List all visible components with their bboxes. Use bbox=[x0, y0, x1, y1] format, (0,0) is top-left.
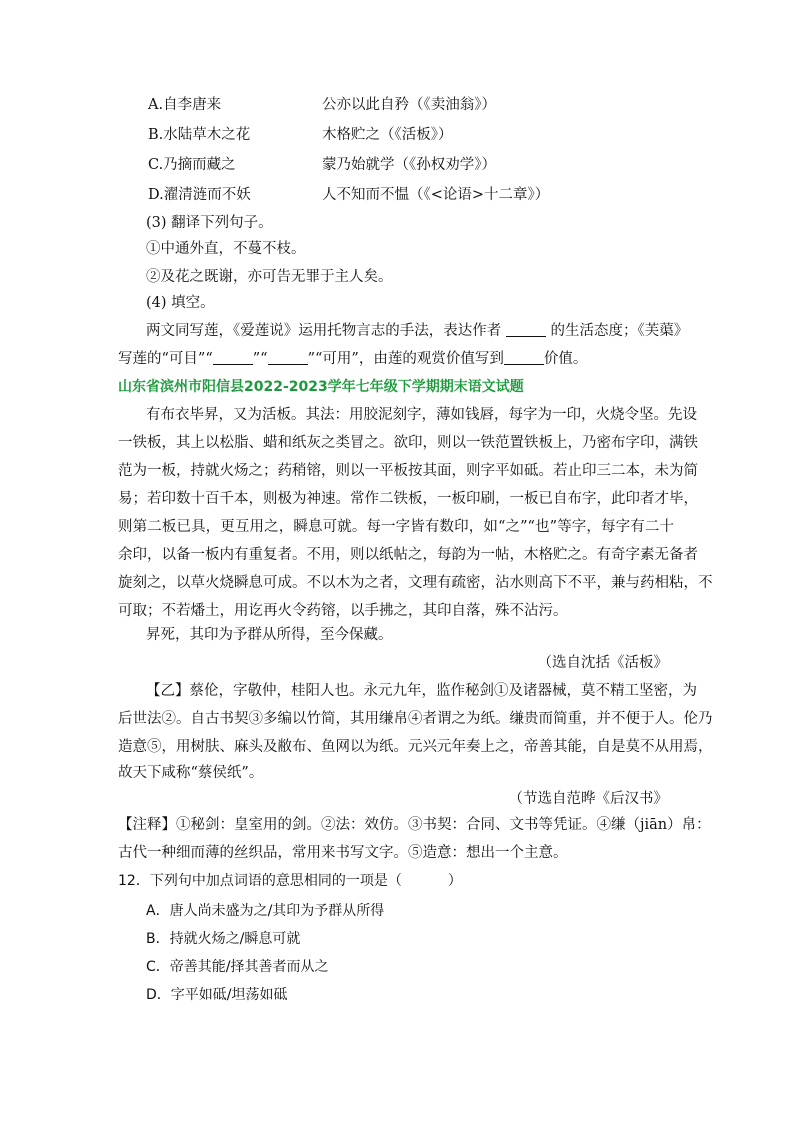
blank-4[interactable] bbox=[504, 349, 544, 365]
passage-jia-line-4: 易；若印数十百千本，则极为神速。常作二铁板，一板印刷，一板已自布字，此印者才毕， bbox=[118, 491, 698, 507]
passage-jia-line-8: 可取；不若燔土，用讫再火令药镕，以手拂之，其印自落，殊不沾污。 bbox=[118, 603, 568, 619]
q12-stem-close: ） bbox=[447, 873, 462, 889]
option-c-left: C.乃摘而藏之 bbox=[148, 157, 236, 173]
source-jia: （选自沈括《活板》 bbox=[537, 655, 668, 671]
passage-yi-line-4: 故天下咸称“蔡侯纸”。 bbox=[118, 765, 264, 781]
q3-heading: (3) 翻译下列句子。 bbox=[146, 215, 273, 231]
source-yi: （节选自范晔《后汉书》 bbox=[508, 791, 668, 807]
option-b-right: 木格贮之（《活板》） bbox=[322, 127, 453, 143]
passage-yi-line-3: 造意⑤，用树肤、麻头及敝布、鱼网以为纸。元兴元年奏上之，帝善其能，自是莫不从用焉， bbox=[118, 739, 713, 755]
passage-yi-line-2: 后世法②。自古书契③多编以竹简，其用缣帛④者谓之为纸。缣贵而简重，并不便于人。伦乃 bbox=[118, 711, 713, 727]
q4-line2-text-b: ”“ bbox=[252, 351, 268, 367]
q12-option-b[interactable]: B．持就火炀之/瞬息可就 bbox=[146, 931, 301, 947]
passage-jia-line-3: 范为一板，持就火炀之；药稍镕，则以一平板按其面，则字平如砥。若止印三二本，未为简 bbox=[118, 463, 698, 479]
passage-yi-line-1: 【乙】蔡伦，字敬仲，桂阳人也。永元九年，监作秘剑①及诸器械，莫不精工坚密，为 bbox=[146, 683, 697, 699]
passage-jia-line-2: 一铁板，其上以松脂、蜡和纸灰之类冒之。欲印，则以一铁范置铁板上，乃密布字印，满铁 bbox=[118, 435, 698, 451]
passage-jia-end: 昇死，其印为予群从所得，至今保藏。 bbox=[146, 627, 393, 643]
option-c-right: 蒙乃始就学（《孙权劝学》） bbox=[322, 157, 496, 173]
q4-heading: (4) 填空。 bbox=[146, 295, 215, 311]
q12-option-c[interactable]: C．帝善其能/择其善者而从之 bbox=[146, 959, 329, 975]
q12-stem bbox=[118, 870, 462, 892]
q4-line2-text-a: 写莲的“可目”“ bbox=[118, 351, 213, 367]
option-a-right: 公亦以此自矜（《卖油翁》） bbox=[322, 97, 496, 113]
passage-jia-line-6: 余印，以备一板内有重复者。不用，则以纸帖之，每韵为一帖，木格贮之。有奇字素无备者 bbox=[118, 547, 698, 563]
passage-jia-line-7: 旋刻之，以草火烧瞬息可成。不以木为之者，文理有疏密，沾水则高下不平，兼与药相粘，不 bbox=[118, 575, 713, 591]
passage-jia-line-1: 有布衣毕昇，又为活板。其法：用胶泥刻字，薄如钱唇，每字为一印，火烧令坚。先设 bbox=[146, 407, 697, 423]
exam-title: 山东省滨州市阳信县2022-2023学年七年级下学期期末语文试题 bbox=[118, 379, 524, 395]
passage-jia-line-5: 则第二板已具，更互用之，瞬息可就。每一字皆有数印，如“之”“也”等字，每字有二十 bbox=[118, 519, 674, 535]
q4-line1-text-b: 的生活态度；《芙蕖》 bbox=[550, 323, 689, 339]
q3-sentence-2: ②及花之既谢，亦可告无罪于主人矣。 bbox=[146, 269, 393, 285]
q4-line-2 bbox=[118, 348, 587, 370]
q12-option-d[interactable]: D．字平如砥/坦荡如砥 bbox=[146, 987, 288, 1003]
q12-stem-text: 12．下列句中加点词语的意思相同的一项是（ bbox=[118, 873, 402, 889]
option-b-left: B.水陆草木之花 bbox=[148, 127, 251, 143]
option-d-left: D.濯清涟而不妖 bbox=[148, 187, 251, 203]
blank-2[interactable] bbox=[213, 349, 253, 365]
notes-line-1: 【注释】①秘剑：皇室用的剑。②法：效仿。③书契：合同、文书等凭证。④缣（jiān）帛： bbox=[118, 817, 711, 833]
blank-3[interactable] bbox=[268, 349, 308, 365]
blank-1[interactable] bbox=[506, 321, 546, 337]
q4-line2-text-d: 价值。 bbox=[543, 351, 588, 367]
q3-sentence-1: ①中通外直，不蔓不枝。 bbox=[146, 241, 306, 257]
q12-option-a[interactable]: A．唐人尚未盛为之/其印为予群从所得 bbox=[146, 903, 385, 919]
q4-line-1 bbox=[146, 320, 688, 342]
q4-line1-text-a: 两文同写莲，《爱莲说》运用托物言志的手法，表达作者 bbox=[146, 323, 502, 339]
option-a-left: A.自李唐来 bbox=[148, 97, 222, 113]
q4-line2-text-c: ”“可用”，由莲的观赏价值写到 bbox=[307, 351, 504, 367]
option-d-right: 人不知而不愠（《<论语>十二章》） bbox=[322, 187, 550, 203]
notes-line-2: 古代一种细而薄的丝织品，常用来书写文字。⑤造意：想出一个主意。 bbox=[118, 845, 568, 861]
